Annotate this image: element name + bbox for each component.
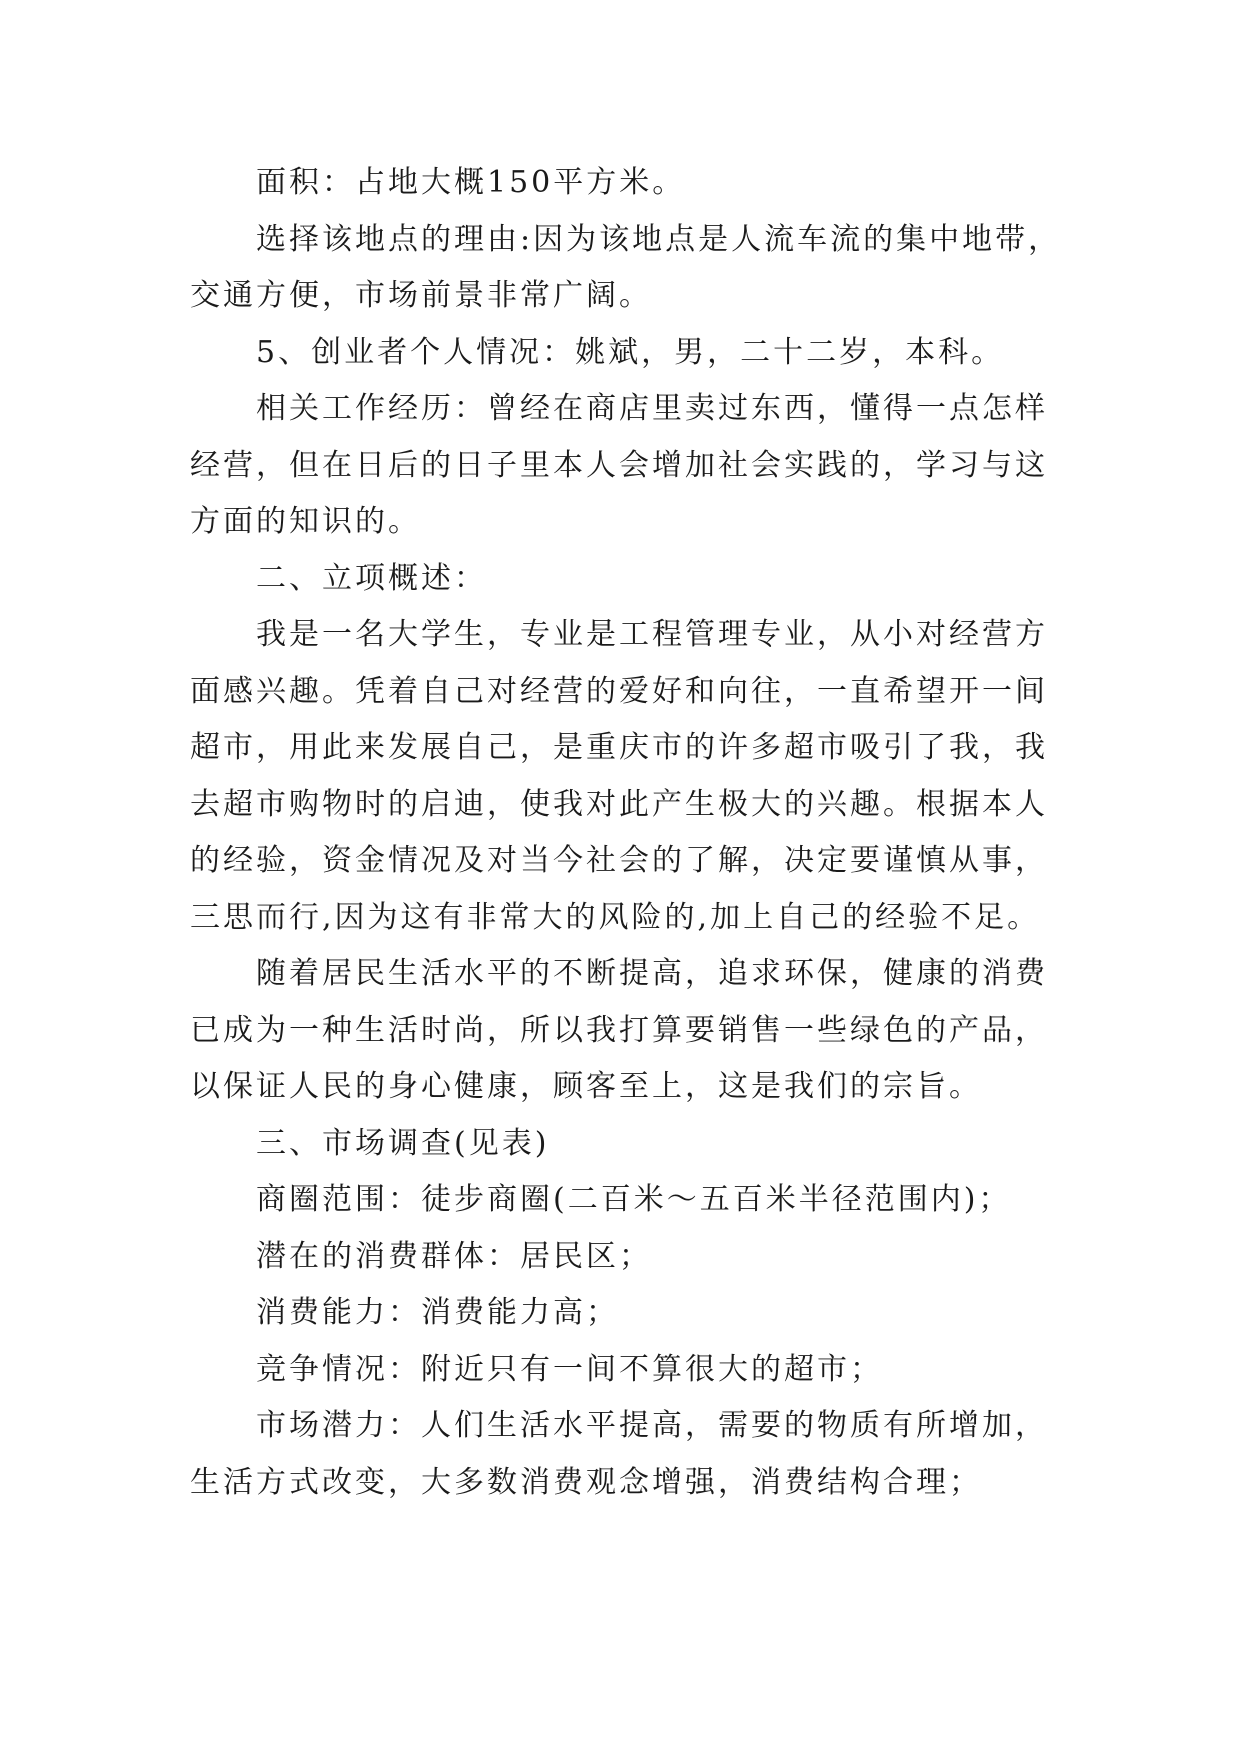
text-line: 的经验，资金情况及对当今社会的了解，决定要谨慎从事， [190,843,1048,878]
text-line: 面积：占地大概150平方米。 [256,165,686,200]
text-line: 竞争情况：附近只有一间不算很大的超市； [256,1351,883,1387]
section-heading: 二、立项概述： [256,560,487,596]
text-line: 以保证人民的身心健康，顾客至上，这是我们的宗旨。 [190,1069,982,1104]
text-line: 去超市购物时的启迪，使我对此产生极大的兴趣。根据本人 [190,786,1048,822]
text-line: 经营，但在日后的日子里本人会增加社会实践的，学习与这 [190,447,1048,483]
text-line: 随着居民生活水平的不断提高，追求环保，健康的消费 [256,956,1048,991]
text-line: 选择该地点的理由:因为该地点是人流车流的集中地带， [256,221,1062,257]
text-line: 面感兴趣。凭着自己对经营的爱好和向往，一直希望开一间 [190,673,1048,709]
text-line: 交通方便，市场前景非常广阔。 [190,278,652,313]
text-line: 相关工作经历：曾经在商店里卖过东西，懂得一点怎样 [256,391,1048,426]
text-line: 方面的知识的。 [190,504,421,539]
section-heading: 三、市场调查(见表) [256,1125,550,1161]
text-line: 商圈范围：徒步商圈(二百米～五百米半径范围内)； [256,1182,1012,1217]
text-line: 三思而行,因为这有非常大的风险的,加上自己的经验不足。 [190,899,1041,935]
document-body [190,155,1070,1511]
text-line: 市场潜力：人们生活水平提高，需要的物质有所增加， [256,1408,1048,1443]
text-line: 超市，用此来发展自己，是重庆市的许多超市吸引了我，我 [190,730,1048,765]
text-line: 5、创业者个人情况：姚斌，男，二十二岁，本科。 [256,334,1005,370]
text-line: 我是一名大学生，专业是工程管理专业，从小对经营方 [256,617,1048,652]
text-line: 消费能力：消费能力高； [256,1295,619,1330]
text-line: 潜在的消费群体：居民区； [256,1238,652,1274]
text-line: 已成为一种生活时尚，所以我打算要销售一些绿色的产品， [190,1012,1048,1048]
text-line: 生活方式改变，大多数消费观念增强，消费结构合理； [190,1464,982,1500]
